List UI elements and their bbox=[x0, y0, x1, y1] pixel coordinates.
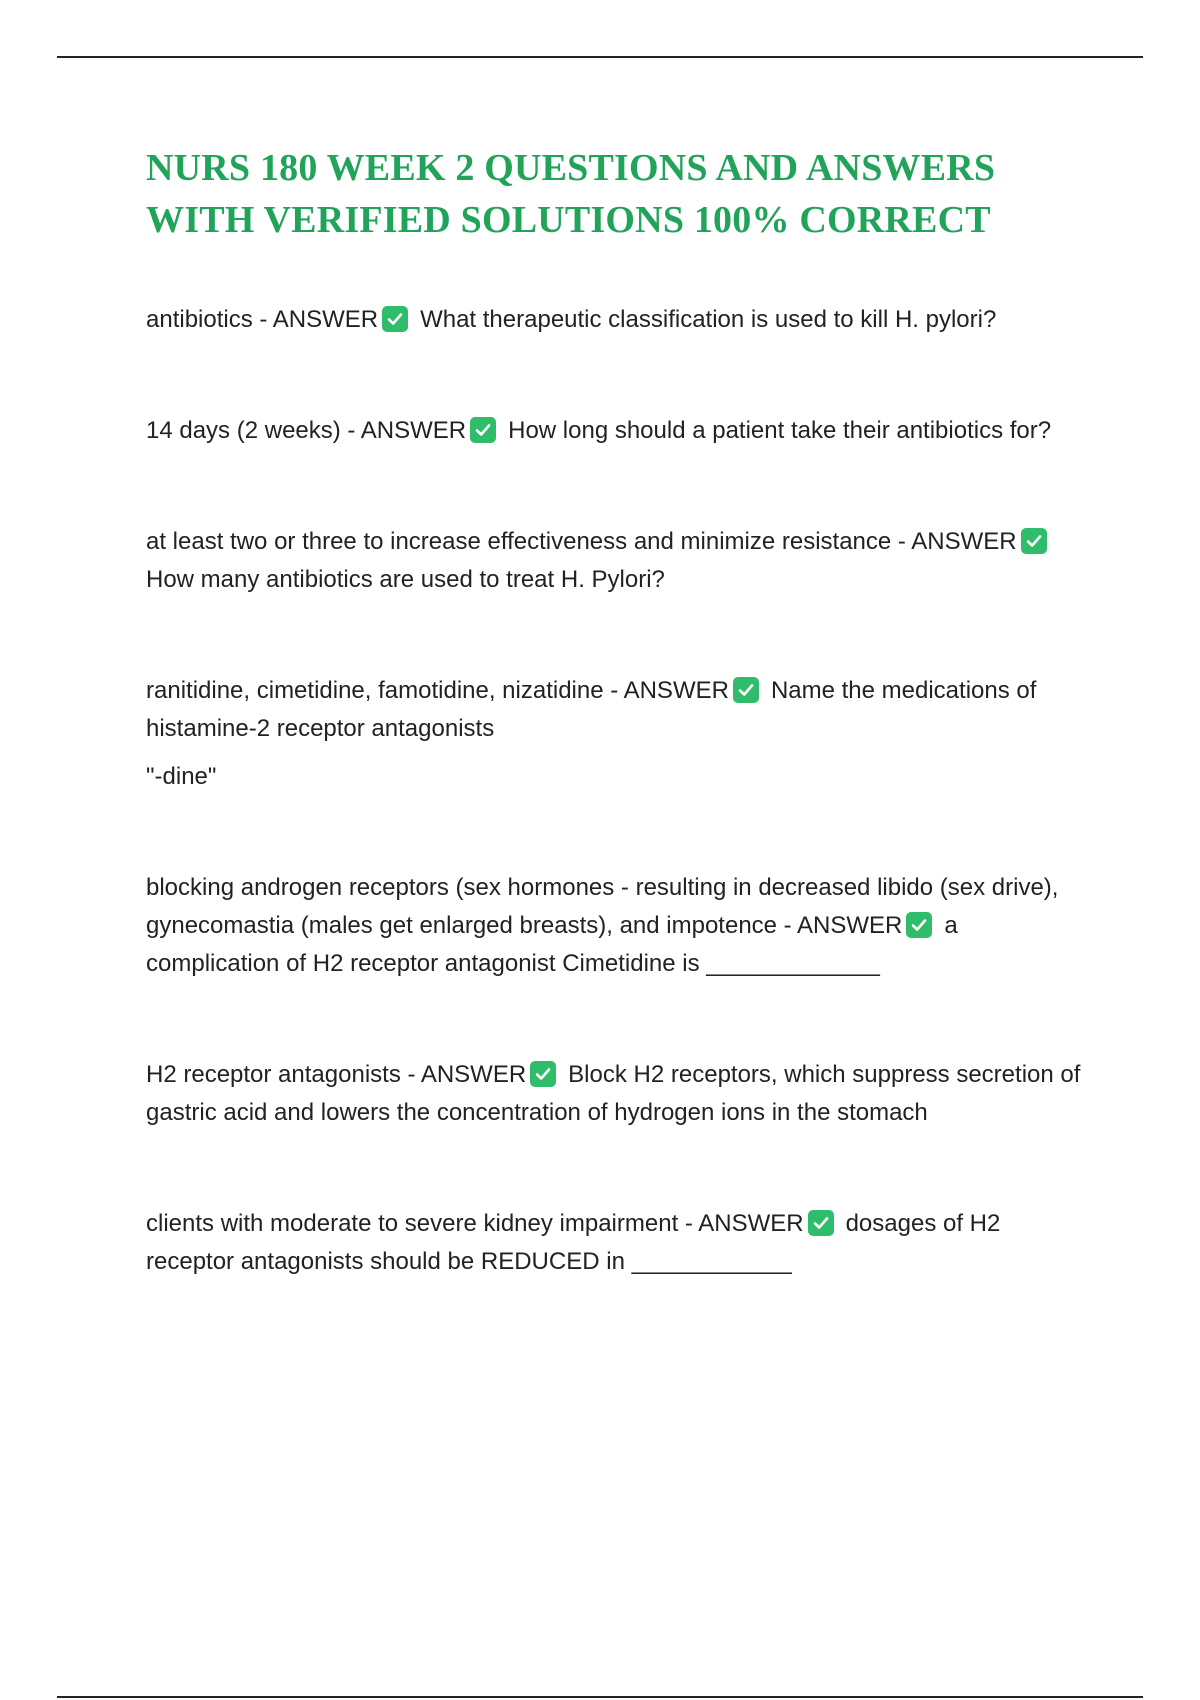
answer-label: ANSWER bbox=[420, 1061, 527, 1088]
answer-label: ANSWER bbox=[698, 1210, 804, 1237]
answer-text: clients with moderate to severe kidney impairment - bbox=[146, 1210, 699, 1237]
question-text: How many antibiotics are used to treat H. Pylori? bbox=[146, 566, 665, 593]
answer-text: antibiotics - bbox=[146, 306, 273, 333]
qa-item bbox=[146, 412, 1086, 450]
check-box-icon bbox=[808, 1210, 834, 1236]
qa-item bbox=[146, 672, 1086, 796]
question-text: Block H2 receptors, which suppress secretion of gastric acid and lowers the concentration of hydrogen ions in the stomach bbox=[146, 1061, 1081, 1126]
question-text: How long should a patient take their antibiotics for? bbox=[508, 417, 1052, 444]
note-text: "-dine" bbox=[146, 763, 217, 790]
bottom-rule bbox=[57, 1696, 1143, 1698]
qa-item bbox=[146, 523, 1086, 599]
question-text: What therapeutic classification is used to kill H. pylori? bbox=[420, 306, 997, 333]
answer-label: ANSWER bbox=[272, 306, 379, 333]
question-text: Name the medications of histamine-2 receptor antagonists bbox=[146, 677, 1037, 742]
question-text: dosages of H2 receptor antagonists should be REDUCED in ____________ bbox=[146, 1210, 1001, 1275]
check-box-icon bbox=[470, 417, 496, 443]
qa-item bbox=[146, 869, 1086, 983]
check-box-icon bbox=[382, 306, 408, 332]
qa-list bbox=[146, 301, 1086, 1281]
title-line-2: WITH VERIFIED SOLUTIONS 100% CORRECT bbox=[146, 199, 991, 241]
question-text: a complication of H2 receptor antagonist Cimetidine is _____________ bbox=[146, 912, 958, 977]
check-box-icon bbox=[1021, 528, 1047, 554]
answer-text: at least two or three to increase effectiveness and minimize resistance - bbox=[146, 528, 912, 555]
top-rule bbox=[57, 56, 1143, 58]
answer-label: ANSWER bbox=[797, 912, 903, 939]
qa-item bbox=[146, 1205, 1086, 1281]
check-box-icon bbox=[733, 677, 759, 703]
check-box-icon bbox=[530, 1061, 556, 1087]
document-title bbox=[146, 142, 1086, 246]
answer-text: 14 days (2 weeks) - bbox=[146, 417, 361, 444]
answer-label: ANSWER bbox=[911, 528, 1017, 555]
answer-text: ranitidine, cimetidine, famotidine, nizatidine - bbox=[146, 677, 624, 704]
qa-item bbox=[146, 301, 1086, 339]
document-body bbox=[146, 142, 1086, 1354]
qa-item bbox=[146, 1056, 1086, 1132]
answer-text: blocking androgen receptors (sex hormones - resulting in decreased libido (sex drive), gynecomastia (males get enlarged breasts), and impotence - bbox=[146, 874, 1059, 939]
answer-text: H2 receptor antagonists - bbox=[146, 1061, 421, 1088]
check-box-icon bbox=[906, 912, 932, 938]
answer-label: ANSWER bbox=[360, 417, 467, 444]
answer-label: ANSWER bbox=[623, 677, 729, 704]
title-line-1: NURS 180 WEEK 2 QUESTIONS AND ANSWERS bbox=[146, 147, 996, 189]
